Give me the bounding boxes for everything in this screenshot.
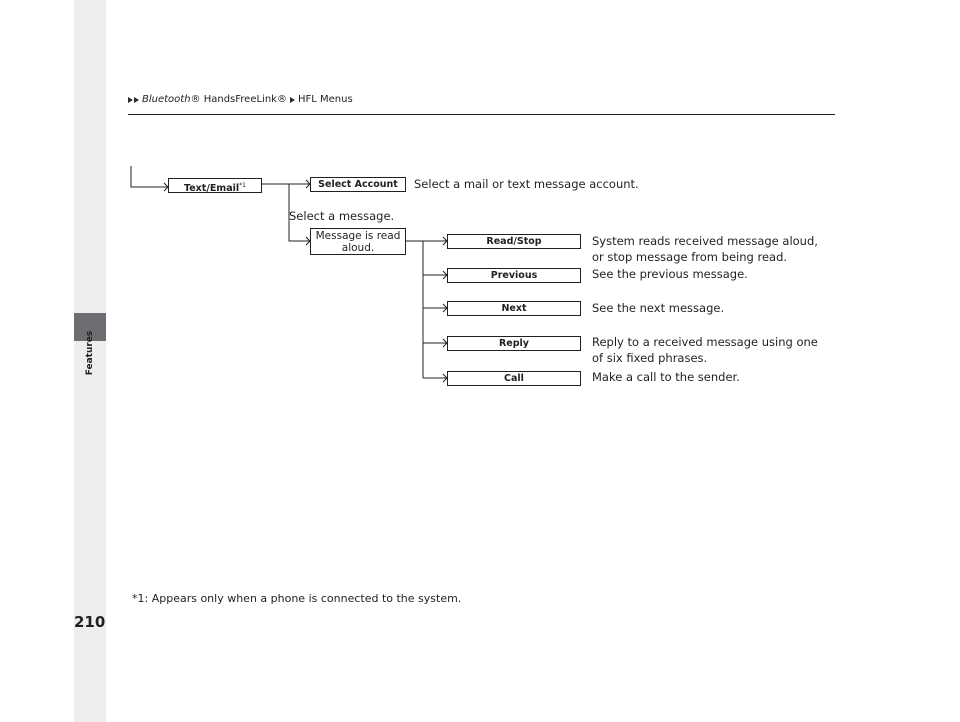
menu-item-reply: Reply bbox=[447, 336, 581, 351]
menu-item-call: Call bbox=[447, 371, 581, 386]
previous-description: See the previous message. bbox=[592, 267, 748, 281]
footnote-marker: *1 bbox=[239, 182, 246, 189]
breadcrumb-brand: Bluetooth bbox=[142, 94, 191, 105]
side-tab-label: Features bbox=[85, 330, 95, 376]
next-description: See the next message. bbox=[592, 301, 725, 315]
read-stop-description: System reads received message aloud, or stop message from being read. bbox=[592, 234, 818, 264]
call-description: Make a call to the sender. bbox=[592, 370, 740, 384]
reply-description: Reply to a received message using one of six fixed phrases. bbox=[592, 335, 818, 365]
menu-item-previous: Previous bbox=[447, 268, 581, 283]
menu-item-next: Next bbox=[447, 301, 581, 316]
page-number: 210 bbox=[74, 613, 106, 631]
menu-item-text-email: Text/Email$^{*1}$ bbox=[168, 178, 262, 193]
breadcrumb-section: ® HandsFreeLink® bbox=[190, 94, 287, 105]
menu-item-read-stop: Read/Stop bbox=[447, 234, 581, 249]
menu-item-message-read-aloud: Message is read aloud. bbox=[310, 228, 406, 255]
breadcrumb-page: HFL Menus bbox=[297, 94, 353, 105]
footnote: *1: Appears only when a phone is connected to the system. bbox=[132, 592, 462, 605]
select-message-text: Select a message. bbox=[289, 209, 395, 223]
select-account-description: Select a mail or text message account. bbox=[414, 177, 639, 191]
menu-item-select-account: Select Account bbox=[310, 177, 406, 192]
